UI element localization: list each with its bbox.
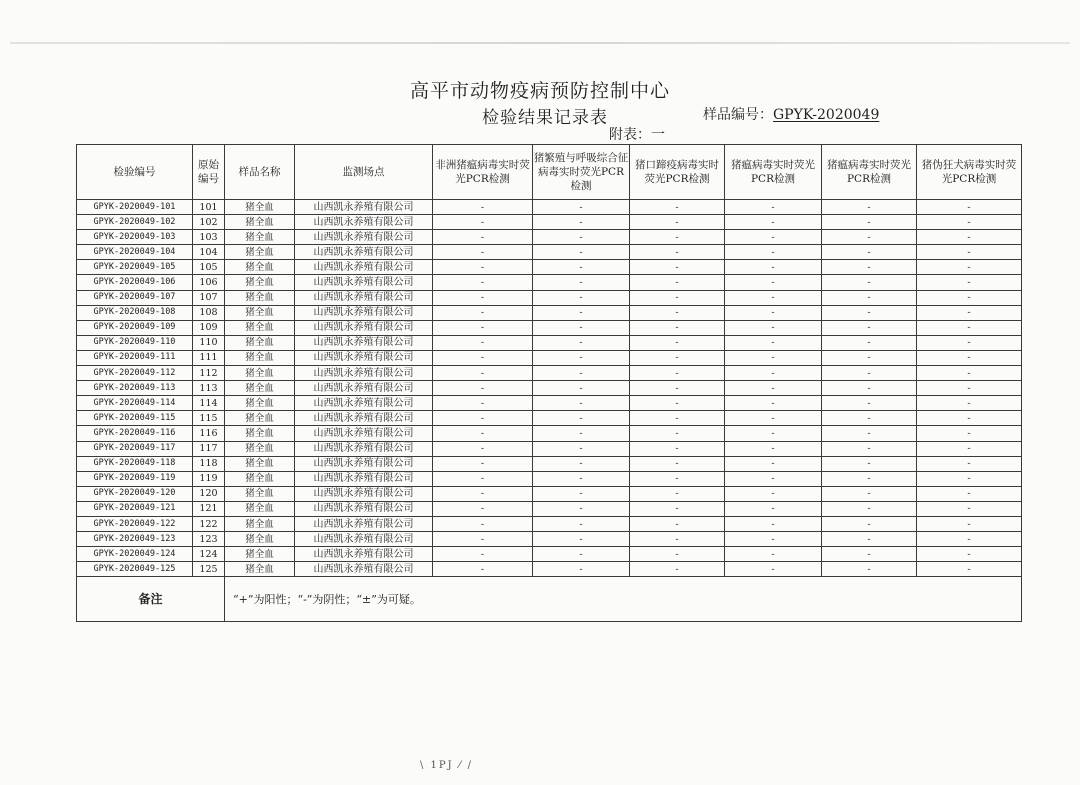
cell-result: - <box>630 215 725 230</box>
table-row <box>77 381 1022 396</box>
cell-result: - <box>433 396 533 411</box>
column-header: 猪瘟病毒实时荧光PCR检测 <box>725 145 822 200</box>
cell-result: - <box>725 260 822 275</box>
table-row <box>77 471 1022 486</box>
cell-result: - <box>725 532 822 547</box>
sample-number-label: 样品编号： <box>703 107 773 123</box>
cell-original-no: 105 <box>193 260 225 275</box>
cell-original-no: 118 <box>193 456 225 471</box>
cell-result: - <box>822 230 917 245</box>
cell-result: - <box>533 230 630 245</box>
cell-result: - <box>917 290 1022 305</box>
cell-result: - <box>917 350 1022 365</box>
cell-result: - <box>917 562 1022 577</box>
cell-result: - <box>630 396 725 411</box>
cell-test-code: GPYK-2020049-103 <box>77 230 193 245</box>
cell-result: - <box>822 366 917 381</box>
cell-result: - <box>917 335 1022 350</box>
cell-original-no: 111 <box>193 350 225 365</box>
cell-result: - <box>917 516 1022 531</box>
cell-result: - <box>917 366 1022 381</box>
cell-result: - <box>533 350 630 365</box>
column-header: 猪伪狂犬病毒实时荧光PCR检测 <box>917 145 1022 200</box>
cell-test-code: GPYK-2020049-107 <box>77 290 193 305</box>
cell-result: - <box>533 486 630 501</box>
appendix-label: 附表：一 <box>609 127 665 143</box>
cell-result: - <box>917 200 1022 215</box>
cell-result: - <box>630 366 725 381</box>
cell-result: - <box>725 471 822 486</box>
cell-test-code: GPYK-2020049-105 <box>77 260 193 275</box>
cell-test-code: GPYK-2020049-101 <box>77 200 193 215</box>
cell-site: 山西凯永养殖有限公司 <box>295 215 433 230</box>
cell-site: 山西凯永养殖有限公司 <box>295 441 433 456</box>
cell-result: - <box>725 426 822 441</box>
cell-result: - <box>917 411 1022 426</box>
table-row <box>77 562 1022 577</box>
cell-result: - <box>630 547 725 562</box>
table-row <box>77 411 1022 426</box>
cell-sample-name: 猪全血 <box>225 426 295 441</box>
cell-result: - <box>725 396 822 411</box>
cell-original-no: 106 <box>193 275 225 290</box>
cell-result: - <box>533 501 630 516</box>
table-row <box>77 486 1022 501</box>
cell-result: - <box>630 441 725 456</box>
cell-result: - <box>630 335 725 350</box>
cell-result: - <box>433 320 533 335</box>
cell-result: - <box>630 381 725 396</box>
cell-sample-name: 猪全血 <box>225 305 295 320</box>
cell-result: - <box>822 486 917 501</box>
cell-site: 山西凯永养殖有限公司 <box>295 426 433 441</box>
cell-result: - <box>725 230 822 245</box>
cell-result: - <box>822 290 917 305</box>
cell-original-no: 125 <box>193 562 225 577</box>
cell-test-code: GPYK-2020049-112 <box>77 366 193 381</box>
cell-test-code: GPYK-2020049-109 <box>77 320 193 335</box>
cell-result: - <box>630 305 725 320</box>
cell-result: - <box>433 486 533 501</box>
cell-result: - <box>630 411 725 426</box>
column-header: 监测场点 <box>295 145 433 200</box>
table-row <box>77 260 1022 275</box>
cell-test-code: GPYK-2020049-123 <box>77 532 193 547</box>
cell-result: - <box>533 260 630 275</box>
cell-test-code: GPYK-2020049-124 <box>77 547 193 562</box>
cell-result: - <box>917 381 1022 396</box>
cell-result: - <box>917 486 1022 501</box>
cell-result: - <box>630 350 725 365</box>
cell-original-no: 119 <box>193 471 225 486</box>
cell-result: - <box>533 426 630 441</box>
cell-test-code: GPYK-2020049-118 <box>77 456 193 471</box>
cell-test-code: GPYK-2020049-122 <box>77 516 193 531</box>
cell-result: - <box>822 532 917 547</box>
sample-number <box>703 104 879 124</box>
table-row <box>77 396 1022 411</box>
remarks-label: 备注 <box>77 577 225 622</box>
cell-result: - <box>533 366 630 381</box>
cell-original-no: 103 <box>193 230 225 245</box>
cell-sample-name: 猪全血 <box>225 381 295 396</box>
cell-original-no: 102 <box>193 215 225 230</box>
cell-result: - <box>725 441 822 456</box>
cell-original-no: 101 <box>193 200 225 215</box>
cell-result: - <box>822 411 917 426</box>
cell-site: 山西凯永养殖有限公司 <box>295 547 433 562</box>
cell-result: - <box>433 260 533 275</box>
cell-sample-name: 猪全血 <box>225 501 295 516</box>
cell-result: - <box>917 501 1022 516</box>
cell-result: - <box>822 275 917 290</box>
cell-sample-name: 猪全血 <box>225 260 295 275</box>
cell-test-code: GPYK-2020049-119 <box>77 471 193 486</box>
cell-site: 山西凯永养殖有限公司 <box>295 305 433 320</box>
cell-test-code: GPYK-2020049-106 <box>77 275 193 290</box>
cell-result: - <box>433 366 533 381</box>
cell-result: - <box>917 230 1022 245</box>
cell-sample-name: 猪全血 <box>225 366 295 381</box>
cell-result: - <box>630 426 725 441</box>
cell-result: - <box>433 350 533 365</box>
cell-result: - <box>917 260 1022 275</box>
table-row <box>77 426 1022 441</box>
table-row <box>77 320 1022 335</box>
cell-result: - <box>822 245 917 260</box>
cell-result: - <box>433 245 533 260</box>
cell-test-code: GPYK-2020049-117 <box>77 441 193 456</box>
cell-site: 山西凯永养殖有限公司 <box>295 471 433 486</box>
cell-result: - <box>822 396 917 411</box>
table-row <box>77 215 1022 230</box>
cell-result: - <box>533 335 630 350</box>
cell-result: - <box>533 245 630 260</box>
cell-test-code: GPYK-2020049-125 <box>77 562 193 577</box>
cell-sample-name: 猪全血 <box>225 245 295 260</box>
cell-sample-name: 猪全血 <box>225 486 295 501</box>
cell-result: - <box>822 562 917 577</box>
remarks-text: “+”为阳性；“-”为阴性；“±”为可疑。 <box>225 577 1022 622</box>
cell-result: - <box>630 532 725 547</box>
cell-sample-name: 猪全血 <box>225 335 295 350</box>
cell-result: - <box>433 562 533 577</box>
cell-result: - <box>725 350 822 365</box>
cell-result: - <box>433 516 533 531</box>
cell-result: - <box>725 562 822 577</box>
cell-original-no: 115 <box>193 411 225 426</box>
cell-result: - <box>725 547 822 562</box>
cell-result: - <box>533 215 630 230</box>
cell-result: - <box>725 215 822 230</box>
cell-result: - <box>433 441 533 456</box>
cell-original-no: 117 <box>193 441 225 456</box>
cell-result: - <box>433 471 533 486</box>
cell-result: - <box>533 547 630 562</box>
cell-sample-name: 猪全血 <box>225 532 295 547</box>
cell-result: - <box>725 335 822 350</box>
remarks-row <box>77 577 1022 622</box>
cell-result: - <box>725 290 822 305</box>
cell-result: - <box>433 215 533 230</box>
cell-result: - <box>533 441 630 456</box>
cell-result: - <box>822 350 917 365</box>
table-header-row <box>77 145 1022 200</box>
cell-result: - <box>533 396 630 411</box>
cell-result: - <box>822 381 917 396</box>
org-title: 高平市动物疫病预防控制中心 <box>409 80 670 102</box>
bottom-stamp-mark: \ 1PJ ⁄ / <box>420 760 474 771</box>
cell-result: - <box>630 486 725 501</box>
cell-sample-name: 猪全血 <box>225 350 295 365</box>
results-table <box>76 144 1022 622</box>
cell-result: - <box>725 366 822 381</box>
cell-result: - <box>725 516 822 531</box>
cell-result: - <box>917 305 1022 320</box>
cell-sample-name: 猪全血 <box>225 411 295 426</box>
cell-sample-name: 猪全血 <box>225 320 295 335</box>
cell-result: - <box>533 532 630 547</box>
cell-site: 山西凯永养殖有限公司 <box>295 290 433 305</box>
cell-result: - <box>433 532 533 547</box>
table-row <box>77 516 1022 531</box>
cell-original-no: 116 <box>193 426 225 441</box>
cell-site: 山西凯永养殖有限公司 <box>295 486 433 501</box>
cell-site: 山西凯永养殖有限公司 <box>295 275 433 290</box>
column-header: 猪繁殖与呼吸综合征病毒实时荧光PCR检测 <box>533 145 630 200</box>
cell-test-code: GPYK-2020049-116 <box>77 426 193 441</box>
cell-result: - <box>533 516 630 531</box>
cell-result: - <box>725 305 822 320</box>
sample-number-value: GPYK-2020049 <box>773 107 880 123</box>
cell-result: - <box>533 456 630 471</box>
cell-result: - <box>917 215 1022 230</box>
form-title: 检验结果记录表 <box>482 108 608 128</box>
table-body <box>77 200 1022 622</box>
cell-result: - <box>630 260 725 275</box>
table-row <box>77 290 1022 305</box>
table-row <box>77 305 1022 320</box>
cell-site: 山西凯永养殖有限公司 <box>295 245 433 260</box>
cell-result: - <box>725 411 822 426</box>
cell-result: - <box>822 215 917 230</box>
table-row <box>77 441 1022 456</box>
cell-original-no: 114 <box>193 396 225 411</box>
table-row <box>77 501 1022 516</box>
cell-result: - <box>630 200 725 215</box>
cell-result: - <box>822 305 917 320</box>
cell-result: - <box>433 411 533 426</box>
cell-result: - <box>725 200 822 215</box>
cell-result: - <box>630 275 725 290</box>
cell-result: - <box>533 471 630 486</box>
table-row <box>77 245 1022 260</box>
cell-result: - <box>630 562 725 577</box>
cell-result: - <box>433 456 533 471</box>
cell-result: - <box>433 200 533 215</box>
cell-result: - <box>822 456 917 471</box>
cell-original-no: 121 <box>193 501 225 516</box>
cell-test-code: GPYK-2020049-120 <box>77 486 193 501</box>
cell-result: - <box>917 547 1022 562</box>
cell-result: - <box>630 290 725 305</box>
cell-result: - <box>533 290 630 305</box>
cell-test-code: GPYK-2020049-121 <box>77 501 193 516</box>
column-header: 非洲猪瘟病毒实时荧光PCR检测 <box>433 145 533 200</box>
cell-original-no: 123 <box>193 532 225 547</box>
cell-sample-name: 猪全血 <box>225 547 295 562</box>
table-row <box>77 547 1022 562</box>
cell-sample-name: 猪全血 <box>225 516 295 531</box>
cell-original-no: 109 <box>193 320 225 335</box>
cell-result: - <box>433 230 533 245</box>
cell-result: - <box>630 320 725 335</box>
cell-result: - <box>533 381 630 396</box>
cell-test-code: GPYK-2020049-108 <box>77 305 193 320</box>
cell-original-no: 122 <box>193 516 225 531</box>
table-row <box>77 275 1022 290</box>
table-row <box>77 532 1022 547</box>
cell-result: - <box>630 471 725 486</box>
cell-result: - <box>630 516 725 531</box>
cell-test-code: GPYK-2020049-102 <box>77 215 193 230</box>
cell-test-code: GPYK-2020049-110 <box>77 335 193 350</box>
cell-result: - <box>630 501 725 516</box>
cell-sample-name: 猪全血 <box>225 200 295 215</box>
cell-sample-name: 猪全血 <box>225 230 295 245</box>
cell-result: - <box>433 426 533 441</box>
table-row <box>77 456 1022 471</box>
cell-site: 山西凯永养殖有限公司 <box>295 230 433 245</box>
cell-site: 山西凯永养殖有限公司 <box>295 200 433 215</box>
cell-result: - <box>917 441 1022 456</box>
cell-result: - <box>917 426 1022 441</box>
cell-test-code: GPYK-2020049-114 <box>77 396 193 411</box>
cell-result: - <box>533 275 630 290</box>
cell-test-code: GPYK-2020049-111 <box>77 350 193 365</box>
cell-sample-name: 猪全血 <box>225 456 295 471</box>
cell-result: - <box>433 275 533 290</box>
table-row <box>77 366 1022 381</box>
cell-site: 山西凯永养殖有限公司 <box>295 396 433 411</box>
cell-result: - <box>433 501 533 516</box>
cell-result: - <box>725 381 822 396</box>
cell-result: - <box>822 471 917 486</box>
table-row <box>77 350 1022 365</box>
cell-result: - <box>822 441 917 456</box>
cell-sample-name: 猪全血 <box>225 471 295 486</box>
cell-original-no: 104 <box>193 245 225 260</box>
cell-result: - <box>630 456 725 471</box>
cell-site: 山西凯永养殖有限公司 <box>295 501 433 516</box>
cell-original-no: 120 <box>193 486 225 501</box>
table-row <box>77 230 1022 245</box>
cell-result: - <box>822 320 917 335</box>
cell-result: - <box>630 230 725 245</box>
cell-result: - <box>630 245 725 260</box>
cell-result: - <box>533 320 630 335</box>
cell-result: - <box>822 200 917 215</box>
cell-result: - <box>433 305 533 320</box>
cell-sample-name: 猪全血 <box>225 441 295 456</box>
cell-site: 山西凯永养殖有限公司 <box>295 260 433 275</box>
column-header: 猪口蹄疫病毒实时荧光PCR检测 <box>630 145 725 200</box>
cell-sample-name: 猪全血 <box>225 396 295 411</box>
table-row <box>77 200 1022 215</box>
cell-result: - <box>725 275 822 290</box>
cell-result: - <box>533 411 630 426</box>
column-header: 猪瘟病毒实时荧光PCR检测 <box>822 145 917 200</box>
cell-result: - <box>725 486 822 501</box>
cell-result: - <box>433 290 533 305</box>
cell-site: 山西凯永养殖有限公司 <box>295 335 433 350</box>
cell-result: - <box>725 320 822 335</box>
cell-site: 山西凯永养殖有限公司 <box>295 366 433 381</box>
cell-original-no: 108 <box>193 305 225 320</box>
cell-site: 山西凯永养殖有限公司 <box>295 516 433 531</box>
cell-original-no: 113 <box>193 381 225 396</box>
cell-result: - <box>725 456 822 471</box>
cell-result: - <box>822 547 917 562</box>
cell-original-no: 110 <box>193 335 225 350</box>
cell-result: - <box>822 516 917 531</box>
table-row <box>77 335 1022 350</box>
cell-site: 山西凯永养殖有限公司 <box>295 532 433 547</box>
cell-sample-name: 猪全血 <box>225 215 295 230</box>
column-header: 样品名称 <box>225 145 295 200</box>
cell-result: - <box>433 335 533 350</box>
column-header: 原始编号 <box>193 145 225 200</box>
cell-result: - <box>917 275 1022 290</box>
cell-result: - <box>822 501 917 516</box>
cell-result: - <box>917 396 1022 411</box>
cell-result: - <box>917 471 1022 486</box>
scan-edge-line <box>10 42 1070 44</box>
cell-result: - <box>533 200 630 215</box>
column-header: 检验编号 <box>77 145 193 200</box>
cell-site: 山西凯永养殖有限公司 <box>295 456 433 471</box>
cell-sample-name: 猪全血 <box>225 562 295 577</box>
cell-result: - <box>822 426 917 441</box>
cell-result: - <box>725 501 822 516</box>
cell-result: - <box>917 532 1022 547</box>
cell-sample-name: 猪全血 <box>225 290 295 305</box>
cell-test-code: GPYK-2020049-104 <box>77 245 193 260</box>
cell-result: - <box>433 547 533 562</box>
cell-site: 山西凯永养殖有限公司 <box>295 411 433 426</box>
cell-result: - <box>433 381 533 396</box>
cell-result: - <box>725 245 822 260</box>
cell-site: 山西凯永养殖有限公司 <box>295 562 433 577</box>
cell-test-code: GPYK-2020049-115 <box>77 411 193 426</box>
cell-site: 山西凯永养殖有限公司 <box>295 350 433 365</box>
cell-result: - <box>533 562 630 577</box>
cell-result: - <box>917 320 1022 335</box>
cell-original-no: 124 <box>193 547 225 562</box>
cell-result: - <box>917 245 1022 260</box>
cell-result: - <box>822 260 917 275</box>
cell-site: 山西凯永养殖有限公司 <box>295 320 433 335</box>
cell-original-no: 107 <box>193 290 225 305</box>
cell-result: - <box>533 305 630 320</box>
cell-site: 山西凯永养殖有限公司 <box>295 381 433 396</box>
cell-original-no: 112 <box>193 366 225 381</box>
cell-result: - <box>917 456 1022 471</box>
cell-sample-name: 猪全血 <box>225 275 295 290</box>
cell-test-code: GPYK-2020049-113 <box>77 381 193 396</box>
cell-result: - <box>822 335 917 350</box>
